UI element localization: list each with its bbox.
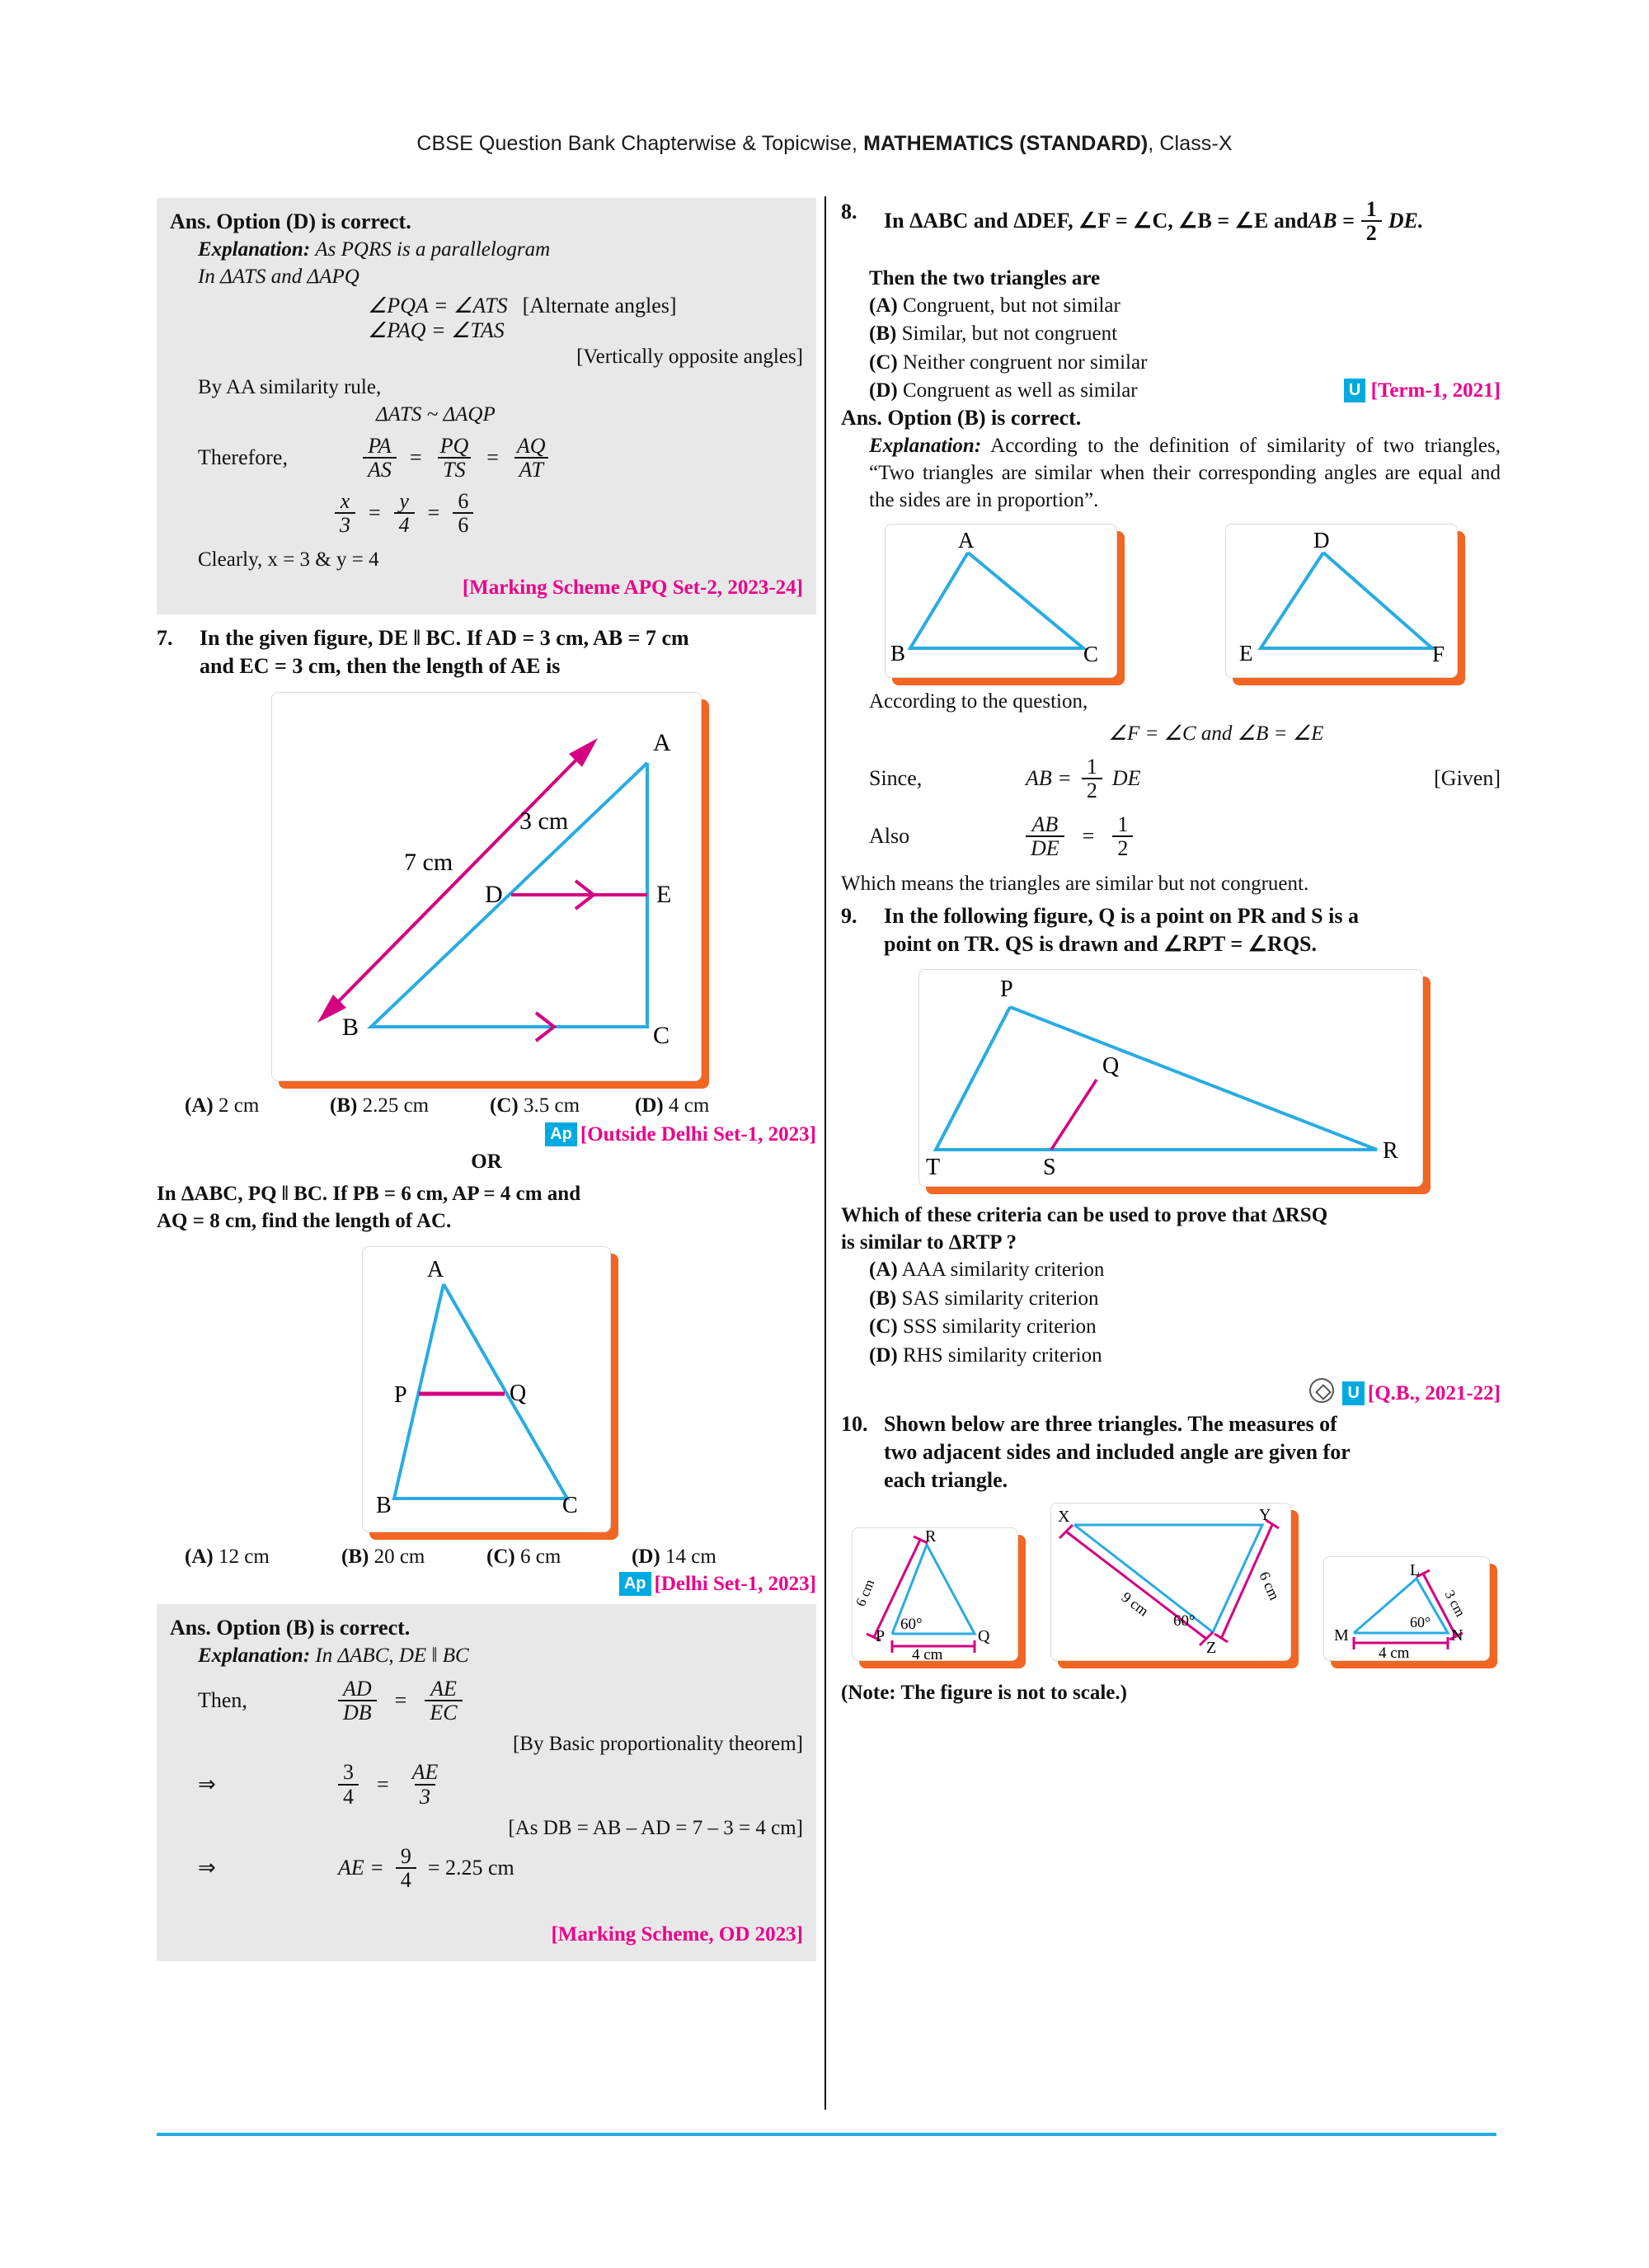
option-d-key: (D) [635, 1094, 664, 1117]
question-8-option-c[interactable] [869, 349, 1501, 378]
skill-tag-ap: Ap [545, 1122, 577, 1146]
header-subject: MATHEMATICS (STANDARD) [863, 132, 1149, 155]
question-7-or-figure-wrap [157, 1235, 816, 1541]
label-T: T [926, 1155, 941, 1181]
question-8-prompt: Then the two triangles are [869, 266, 1101, 289]
answer-8-since-rhs: DE [1111, 765, 1141, 790]
figure-svg [1226, 525, 1457, 677]
frac-num: 9 [400, 1843, 411, 1868]
frac-ad-db [338, 1677, 377, 1725]
label-7cm: 7 cm [404, 848, 453, 876]
question-9-prompt-line2: is similar to ΔRTP ? [841, 1231, 1017, 1254]
frac-ae-3 [407, 1761, 444, 1808]
figure-triangle-abc-pq [362, 1246, 611, 1532]
question-9-line1: In the following figure, Q is a point on PR and S is a [884, 903, 1359, 928]
right-column [841, 198, 1501, 1706]
label-R: R [1383, 1138, 1398, 1165]
frac-num: AE [430, 1676, 457, 1701]
question-9-figure-wrap [841, 958, 1501, 1195]
label-angle-60: 60° [900, 1615, 923, 1633]
question-9-option-d[interactable] [869, 1342, 1501, 1371]
frac-num: 3 [343, 1760, 354, 1785]
option-key: (A) [869, 1259, 898, 1282]
label-B: B [376, 1492, 392, 1518]
label-Z: Z [1205, 1638, 1217, 1657]
frac-num: x [340, 488, 350, 513]
frac-y-4 [394, 490, 415, 537]
question-9 [841, 902, 1501, 958]
or-option-b-value: 20 cm [373, 1545, 425, 1568]
answer-8-conclusion: Which means the triangles are similar but not congruent. [841, 872, 1309, 895]
figure-svg [919, 970, 1422, 1186]
label-4cm: 4 cm [1379, 1644, 1410, 1660]
label-4cm: 4 cm [911, 1645, 943, 1660]
answer-7-result-lhs: AE = [338, 1856, 384, 1880]
frac-den: 2 [1112, 835, 1133, 859]
frac-den: 4 [338, 1784, 359, 1808]
frac-num: AD [343, 1676, 372, 1701]
compass-icon [1309, 1378, 1334, 1403]
label-E: E [656, 880, 672, 908]
question-10-line3: each triangle. [884, 1467, 1008, 1492]
label-B: B [342, 1013, 359, 1041]
frac-num: 1 [1117, 812, 1129, 837]
figure-triangle-pqr [852, 1527, 1018, 1661]
answer-7-option: Ans. Option (B) is correct. [170, 1615, 411, 1640]
question-9-option-b[interactable] [869, 1285, 1501, 1314]
figure-triangle-lmn [1323, 1556, 1490, 1661]
label-9cm: 9 cm [1118, 1588, 1152, 1620]
question-7-or-text [157, 1180, 816, 1235]
option-a[interactable] [185, 1094, 330, 1118]
question-7-number: 7. [157, 626, 173, 651]
answer-8-also-row [841, 813, 1501, 860]
answer-6-source: [Marking Scheme APQ Set-2, 2023-24] [462, 576, 803, 600]
answer-6-line-in: In ΔATS and ΔAPQ [198, 266, 359, 288]
explanation-text: According to the definition of similarity of two triangles, “Two triangles are similar when their corresponding angles are equal and the sides are in proportion”. [869, 434, 1501, 511]
question-7-or-options [185, 1546, 816, 1569]
answer-8-option: Ans. Option (B) is correct. [841, 405, 1082, 430]
header-suffix: , Class-X [1148, 132, 1233, 155]
frac-ab-de [1026, 813, 1064, 860]
frac-1-2 [1361, 198, 1382, 245]
equals-sign: = [409, 445, 422, 470]
question-7-text [200, 624, 816, 680]
answer-6-eq1: ∠PQA = ∠ATS [368, 294, 508, 318]
frac-num: AE [411, 1760, 439, 1785]
label-C: C [653, 1021, 670, 1049]
option-value: Similar, but not congruent [901, 322, 1118, 346]
frac-x-3 [335, 490, 355, 537]
answer-7-source: [Marking Scheme, OD 2023] [551, 1922, 803, 1946]
skill-tag-ap: Ap [619, 1572, 651, 1596]
figure-svg [886, 525, 1116, 677]
or-option-d-value: 14 cm [665, 1545, 716, 1568]
frac-den: 4 [396, 1867, 416, 1891]
or-option-d-key: (D) [632, 1545, 660, 1568]
frac-6-6 [453, 490, 473, 537]
question-8-stem-ab: AB = [1308, 209, 1355, 233]
answer-8-given: [Given] [1434, 765, 1501, 790]
answer-8-since-lhs: AB = [1026, 765, 1072, 790]
equals-sign: = [369, 500, 381, 525]
figure-triangle-ptr-qs [918, 969, 1423, 1187]
option-d[interactable] [635, 1094, 709, 1118]
or-option-c[interactable] [486, 1546, 632, 1569]
frac-ae-ec [425, 1677, 462, 1725]
header-prefix: CBSE Question Bank Chapterwise & Topicwise, [416, 132, 864, 155]
label-N: N [1451, 1626, 1463, 1645]
or-option-b-key: (B) [341, 1545, 369, 1568]
label-F: F [1431, 641, 1445, 666]
frac-1-2 [1082, 755, 1102, 802]
frac-num: y [399, 488, 409, 513]
frac-den: 3 [335, 512, 355, 536]
answer-7-explanation [198, 1642, 803, 1669]
frac-num: PQ [439, 434, 469, 458]
question-9-option-a[interactable] [869, 1256, 1501, 1285]
or-option-b[interactable] [341, 1546, 486, 1569]
figure-svg [853, 1528, 1017, 1660]
question-10-line2: two adjacent sides and included angle are given for [884, 1440, 1351, 1465]
answer-7-arrow-2: ⇒ [198, 1856, 216, 1880]
answer-6-eq1-row [170, 294, 803, 318]
frac-den: DB [338, 1700, 377, 1724]
answer-8-according: According to the question, [869, 689, 1088, 713]
question-10-figures [841, 1503, 1501, 1661]
label-Y: Y [1258, 1505, 1271, 1524]
question-9-number: 9. [841, 903, 857, 928]
question-10-text [884, 1410, 1501, 1494]
frac-num: AB [1031, 812, 1059, 837]
frac-num: 1 [1365, 197, 1377, 221]
label-M: M [1334, 1626, 1350, 1645]
label-B: B [890, 640, 905, 666]
frac-pa-as [363, 435, 397, 482]
option-b-key: (B) [330, 1094, 358, 1117]
left-column [157, 198, 816, 1961]
frac-3-4 [338, 1761, 359, 1808]
question-7-figure-wrap [157, 680, 816, 1089]
or-option-c-value: 6 cm [519, 1545, 561, 1568]
answer-6-eq1-note: [Alternate angles] [522, 294, 677, 318]
question-8-stem [884, 198, 1501, 245]
answer-block-8 [841, 406, 1501, 897]
explanation-label: Explanation: [869, 434, 982, 457]
label-angle-60: 60° [1172, 1612, 1196, 1630]
frac-aq-at [512, 435, 551, 482]
label-C: C [1083, 641, 1098, 666]
figure-triangle-xyz [1050, 1503, 1291, 1661]
or-separator: OR [471, 1150, 502, 1173]
label-P: P [1000, 976, 1013, 1003]
option-key: (B) [869, 322, 897, 346]
or-option-a-key: (A) [185, 1545, 214, 1568]
label-3cm: 3 cm [1441, 1587, 1469, 1620]
label-3cm: 3 cm [519, 807, 569, 835]
question-9-source: [Q.B., 2021-22] [1367, 1382, 1501, 1405]
question-9-text [884, 902, 1501, 958]
frac-num: PA [368, 434, 392, 458]
question-8-option-a[interactable] [869, 292, 1501, 321]
answer-8-explanation [869, 432, 1501, 514]
explanation-text: In ΔABC, DE ‖ BC [315, 1644, 469, 1667]
question-7-options [185, 1094, 816, 1118]
answer-8-figures [841, 524, 1501, 678]
option-d-value: 4 cm [668, 1094, 710, 1117]
question-9-line2: point on TR. QS is drawn and ∠RPT = ∠RQS. [884, 931, 1318, 956]
label-A: A [427, 1256, 444, 1282]
label-P: P [875, 1626, 885, 1645]
option-b[interactable] [330, 1094, 490, 1118]
frac-den: 3 [415, 1784, 435, 1808]
question-8-number: 8. [841, 200, 857, 224]
question-8-option-d-row [869, 377, 1501, 406]
or-option-d[interactable] [632, 1546, 716, 1569]
equals-sign: = [1082, 824, 1095, 849]
answer-6-option: Ans. Option (D) is correct. [170, 209, 411, 233]
option-key: (B) [869, 1287, 897, 1310]
or-option-a[interactable] [185, 1546, 341, 1569]
option-key: (C) [869, 1315, 898, 1339]
frac-den: 2 [1082, 778, 1102, 802]
frac-den: AT [514, 457, 548, 481]
answer-6-therefore: Therefore, [198, 445, 288, 470]
question-8 [841, 198, 1501, 245]
question-8-source: [Term-1, 2021] [1370, 379, 1501, 402]
answer-6-eq2-note: [Vertically opposite angles] [576, 346, 803, 368]
frac-den: DE [1026, 835, 1064, 859]
question-10-note: (Note: The figure is not to scale.) [841, 1681, 1127, 1704]
option-key: (C) [869, 351, 898, 374]
question-7-source: [Outside Delhi Set-1, 2023] [580, 1122, 816, 1146]
answer-8-since: Since, [869, 765, 923, 790]
question-8-stem-de: DE. [1388, 209, 1424, 233]
answer-6-ratio1-row [170, 435, 803, 482]
skill-tag-u: U [1342, 1381, 1364, 1405]
answer-6-eq2: ∠PAQ = ∠TAS [368, 318, 505, 342]
explanation-text: As PQRS is a parallelogram [315, 238, 551, 261]
figure-triangle-abc [885, 524, 1117, 678]
option-value: Congruent, but not similar [902, 294, 1120, 317]
equals-sign: = [377, 1772, 389, 1796]
question-10 [841, 1410, 1501, 1494]
option-value: Neither congruent nor similar [902, 351, 1148, 374]
question-8-option-d[interactable] [869, 377, 1138, 406]
answer-block-6 [157, 198, 816, 614]
label-6cm: 6 cm [852, 1577, 877, 1609]
label-L: L [1410, 1560, 1421, 1579]
frac-num: 1 [1086, 754, 1097, 779]
option-value: SAS similarity criterion [901, 1287, 1099, 1310]
answer-8-since-row [841, 755, 1501, 802]
question-7 [157, 624, 816, 680]
question-7-line1: In the given figure, DE ‖ BC. If AD = 3 cm, AB = 7 cm [200, 626, 689, 651]
label-D: D [1313, 527, 1329, 553]
question-10-number: 10. [841, 1412, 868, 1437]
answer-7-db-note: [As DB = AB – AD = 7 – 3 = 4 cm] [508, 1816, 803, 1839]
label-X: X [1057, 1507, 1070, 1526]
option-c-key: (C) [490, 1094, 519, 1117]
answer-7-result-row [170, 1845, 803, 1892]
label-P: P [394, 1381, 407, 1408]
question-9-prompt-line1: Which of these criteria can be used to prove that ΔRSQ [841, 1204, 1328, 1227]
option-key: (D) [869, 1343, 898, 1367]
answer-6-eq2-row [170, 318, 803, 343]
label-R: R [924, 1527, 936, 1546]
equals-sign: = [427, 500, 440, 525]
figure-triangle-def [1225, 524, 1458, 678]
option-value: Congruent as well as similar [902, 379, 1138, 402]
figure-svg [363, 1247, 610, 1532]
label-Q: Q [977, 1626, 990, 1645]
answer-7-ratio2-row [170, 1761, 803, 1808]
frac-den: TS [438, 457, 470, 481]
label-D: D [485, 880, 503, 908]
question-8-stem-a: In ΔABC and ΔDEF, ∠F = ∠C, ∠B = ∠E and [884, 209, 1308, 233]
option-c-value: 3.5 cm [523, 1094, 580, 1117]
bottom-rule [157, 2133, 1496, 2136]
skill-tag-u: U [1344, 379, 1365, 402]
answer-8-also: Also [869, 824, 910, 849]
question-9-prompt [841, 1202, 1501, 1256]
equals-sign: = [486, 445, 499, 470]
label-A: A [653, 728, 671, 756]
question-7-line2: and EC = 3 cm, then the length of AE is [200, 653, 561, 678]
explanation-label: Explanation: [198, 238, 311, 261]
figure-svg [1051, 1503, 1290, 1660]
question-9-option-c[interactable] [869, 1313, 1501, 1342]
frac-den: 4 [394, 512, 415, 536]
label-S: S [1043, 1155, 1056, 1181]
option-value: RHS similarity criterion [902, 1343, 1102, 1367]
label-A: A [957, 527, 974, 553]
column-divider [824, 196, 826, 2110]
answer-6-ratio2-row [170, 490, 803, 537]
frac-den: 6 [453, 512, 473, 536]
question-7-or-source-row [157, 1572, 816, 1596]
question-10-line1: Shown below are three triangles. The measures of [884, 1412, 1337, 1437]
label-Q: Q [1102, 1053, 1120, 1080]
label-angle-60: 60° [1410, 1613, 1431, 1630]
answer-6-aa-rule: By AA similarity rule, [198, 376, 382, 398]
answer-6-explanation [198, 236, 803, 263]
answer-8-angles: ∠F = ∠C and ∠B = ∠E [1108, 722, 1324, 745]
question-7-source-row [157, 1122, 816, 1146]
answer-7-result-rhs: = 2.25 cm [427, 1856, 514, 1880]
label-Q: Q [510, 1380, 527, 1406]
equals-sign: = [394, 1688, 407, 1713]
answer-block-7 [157, 1604, 816, 1961]
answer-6-similar: ΔATS ~ ΔAQP [376, 403, 496, 426]
question-7-or-line1: In ΔABC, PQ ‖ BC. If PB = 6 cm, AP = 4 cm and [157, 1182, 581, 1205]
answer-7-arrow-1: ⇒ [198, 1772, 216, 1796]
option-c[interactable] [490, 1094, 635, 1118]
page-header [0, 132, 1649, 156]
frac-num: 6 [458, 488, 469, 513]
option-key: (D) [869, 379, 898, 402]
frac-num: AQ [516, 434, 546, 458]
or-option-a-value: 12 cm [218, 1545, 270, 1568]
or-option-c-key: (C) [486, 1545, 515, 1568]
option-value: AAA similarity criterion [901, 1259, 1105, 1282]
question-9-source-row [841, 1378, 1501, 1405]
question-8-source-row [1344, 377, 1501, 406]
label-C: C [562, 1492, 578, 1518]
option-b-value: 2.25 cm [362, 1094, 430, 1117]
frac-9-4 [396, 1845, 416, 1892]
frac-pq-ts [435, 435, 474, 482]
label-6cm: 6 cm [1256, 1569, 1284, 1602]
frac-den: EC [425, 1700, 462, 1724]
answer-7-then: Then, [198, 1688, 247, 1713]
frac-den: 2 [1361, 220, 1382, 244]
option-a-value: 2 cm [218, 1094, 260, 1117]
option-a-key: (A) [185, 1094, 214, 1117]
question-7-or-line2: AQ = 8 cm, find the length of AC. [157, 1209, 452, 1232]
frac-1-2 [1112, 813, 1133, 860]
frac-den: AS [363, 457, 397, 481]
answer-7-ratio1-row [170, 1677, 803, 1725]
explanation-label: Explanation: [198, 1644, 311, 1667]
answer-7-bpt-note: [By Basic proportionality theorem] [512, 1733, 803, 1756]
figure-svg [1324, 1557, 1489, 1660]
question-8-option-b[interactable] [869, 320, 1501, 349]
option-value: SSS similarity criterion [902, 1315, 1097, 1339]
question-7-or-source: [Delhi Set-1, 2023] [654, 1572, 816, 1595]
figure-svg [272, 693, 701, 1080]
option-key: (A) [869, 294, 898, 317]
label-E: E [1238, 640, 1252, 666]
answer-6-clearly: Clearly, x = 3 & y = 4 [198, 548, 379, 572]
figure-triangle-abc-de [271, 692, 702, 1081]
